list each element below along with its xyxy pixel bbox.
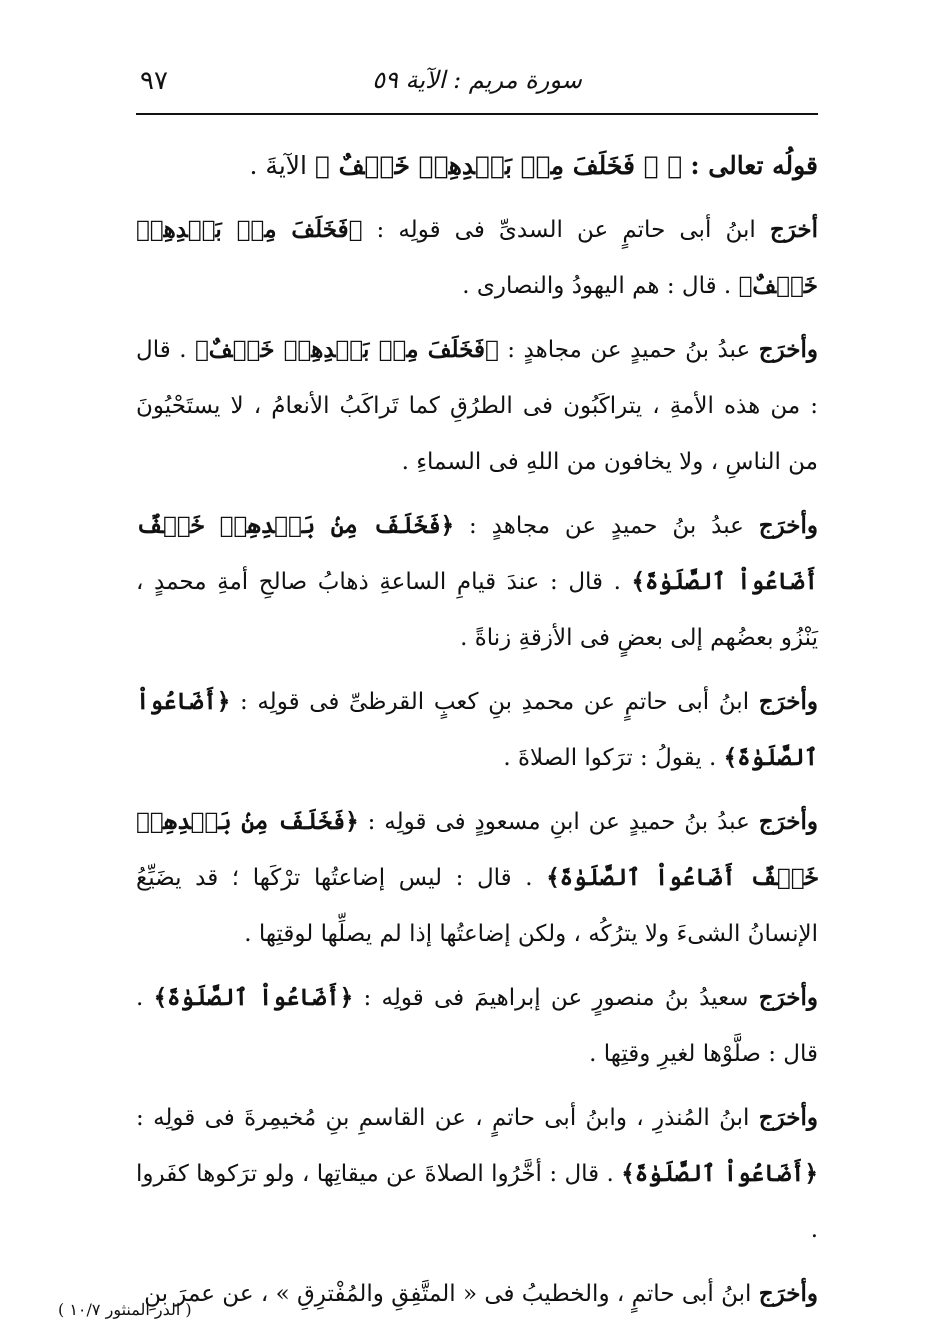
paragraph-lead: وأخرَج bbox=[758, 336, 818, 363]
footer-reference: ( الدر المنثور ١٠/٧ ) bbox=[58, 1300, 192, 1319]
paragraph bbox=[136, 202, 818, 314]
quran-quote: ﴿ ۞ فَخَلَفَ مِنۢ بَعۡدِهِمۡ خَلۡفٌ ﴾ bbox=[314, 151, 683, 180]
page-header bbox=[136, 62, 818, 102]
quran-quote: ﴿فَخَلَفَ مِنۢ بَعۡدِهِمۡ خَلۡفٌ﴾ bbox=[136, 216, 818, 299]
paragraph-text: . قال : من هذه الأمةِ ، يتراكَبُون فى الطرُقِ كما تَراكَبُ الأنعامُ ، لا يستَحْيُونَ من الناسِ ، ولا يخافون من اللهِ فى السماءِ . bbox=[136, 337, 818, 475]
paragraph-text: . قال : هم اليهودُ والنصارى . bbox=[462, 273, 739, 299]
paragraph-text: ابنُ أبى حاتمٍ ، والخطيبُ فى « المتَّفِقِ والمُفْترِقِ » ، عن عمرَ بنِ bbox=[144, 1281, 759, 1307]
quran-quote: ﴿أَضَاعُواْ ٱلصَّلَوٰةَ﴾ bbox=[136, 688, 818, 771]
paragraph bbox=[136, 794, 818, 962]
paragraph-lead: وأخرَج bbox=[758, 1280, 818, 1307]
quran-quote: ﴿أَضَاعُواْ ٱلصَّلَوٰةَ﴾ bbox=[621, 1160, 818, 1187]
paragraph-lead: قولُه تعالى : bbox=[690, 151, 818, 180]
paragraph bbox=[136, 138, 818, 194]
paragraph-lead: وأخرَج bbox=[758, 984, 818, 1011]
paragraph-lead: وأخرَج bbox=[758, 512, 818, 539]
paragraph-text: سعيدُ بنُ منصورٍ عن إبراهيمَ فى قولِه : bbox=[353, 985, 759, 1011]
paragraph bbox=[136, 970, 818, 1082]
paragraph bbox=[136, 498, 818, 666]
paragraph-lead: وأخرَج bbox=[758, 688, 818, 715]
header-rule bbox=[136, 113, 818, 115]
paragraph bbox=[136, 674, 818, 786]
paragraph-text: . يقولُ : ترَكوا الصلاةَ . bbox=[503, 745, 724, 771]
running-title: سورة مريم : الآية ٥٩ bbox=[372, 66, 582, 94]
paragraph-text: . قال : أخَّرُوا الصلاةَ عن ميقاتِها ، ولو ترَكوها كفَروا . bbox=[136, 1161, 818, 1243]
quran-quote: ﴿فَخَلَفَ مِنۢ بَعۡدِهِمۡ خَلۡفٌ﴾ bbox=[195, 336, 499, 363]
paragraph bbox=[136, 322, 818, 490]
paragraph-text: ابنُ أبى حاتمٍ عن محمدِ بنِ كعبٍ القرظىِّ فى قولِه : bbox=[230, 689, 759, 715]
paragraph bbox=[136, 1266, 818, 1322]
quran-quote: ﴿أَضَاعُواْ ٱلصَّلَوٰةَ﴾ bbox=[153, 984, 354, 1011]
paragraph-text: ابنُ أبى حاتمٍ عن السدىِّ فى قولِه : bbox=[362, 217, 770, 243]
paragraph-text: ابنُ المُنذرِ ، وابنُ أبى حاتمٍ ، عن القاسمِ بنِ مُخيمِرةَ فى قولِه : bbox=[136, 1105, 759, 1131]
paragraph-text: الآيةَ . bbox=[249, 151, 307, 180]
page-number: ٩٧ bbox=[140, 66, 168, 96]
paragraph-lead: وأخرَج bbox=[758, 808, 818, 835]
quran-quote: ﴿فَخَلَفَ مِنۢ بَعۡدِهِمۡ خَلۡفٌ أَضَاعُواْ ٱلصَّلَوٰةَ﴾ bbox=[136, 808, 819, 891]
paragraph bbox=[136, 1090, 818, 1258]
paragraph-text: عبدُ بنُ حميدٍ عن ابنِ مسعودٍ فى قولِه : bbox=[358, 809, 759, 835]
paragraph-text: عبدُ بنُ حميدٍ عن مجاهدٍ : bbox=[498, 337, 759, 363]
paragraph-lead: وأخرَج bbox=[758, 1104, 818, 1131]
paragraph-text: . قال : صلَّوْها لغيرِ وقتِها . bbox=[136, 985, 818, 1067]
paragraph-lead: أخرَج bbox=[769, 216, 818, 243]
paragraph-text: عبدُ بنُ حميدٍ عن مجاهدٍ : bbox=[454, 513, 759, 539]
paragraph-text: . قال : عندَ قيامِ الساعةِ ذهابُ صالحِ أمةِ محمدٍ ، يَنْزُو بعضُهم إلى بعضٍ فى الأزقةِ زناةً . bbox=[136, 569, 818, 651]
body-text bbox=[136, 138, 818, 1330]
quran-quote: ﴿فَخَلَفَ مِنۢ بَعۡدِهِمۡ خَلۡفٌ أَضَاعُواْ ٱلصَّلَوٰةَ﴾ bbox=[136, 512, 818, 595]
paragraph-text: . قال : ليس إضاعتُها ترْكَها ؛ قد يضَيِّعُ الإنسانُ الشىءَ ولا يترُكُه ، ولكن إضاعتُها إذا لم يصلِّها لوقتِها . bbox=[136, 865, 818, 947]
